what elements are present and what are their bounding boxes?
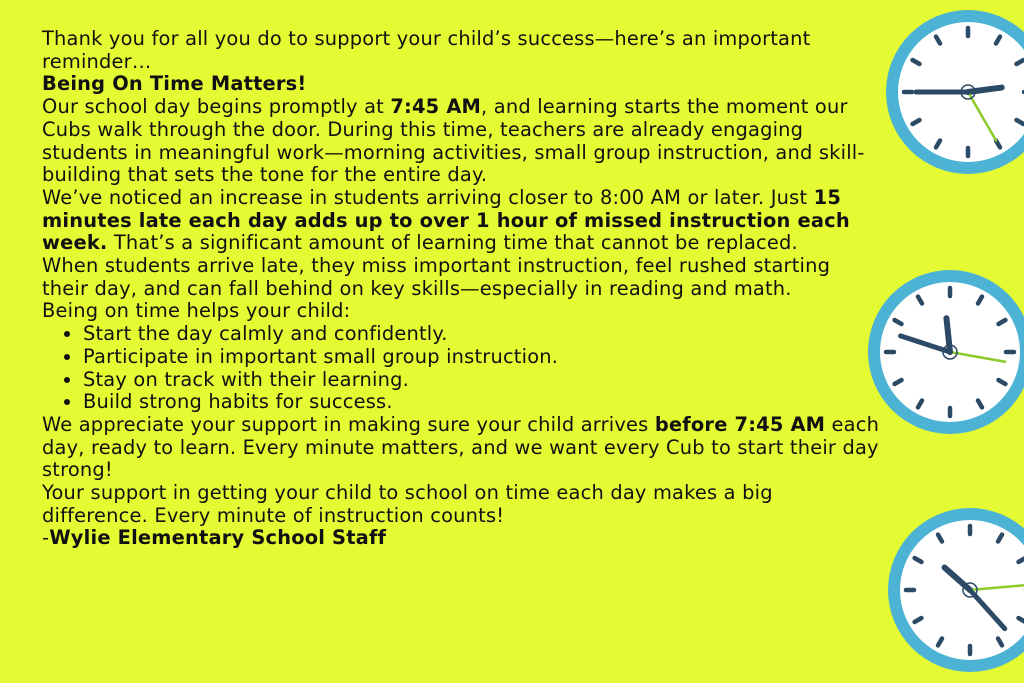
clock-center-dot <box>965 89 971 95</box>
signature-dash: - <box>42 526 50 550</box>
paragraph-start-time <box>42 96 882 187</box>
paragraph-start-time-a: Our school day begins promptly at <box>42 95 391 119</box>
list-item: • Participate in important small group instruction. <box>83 346 882 369</box>
before-time-highlight: before 7:45 AM <box>654 412 826 436</box>
start-time-highlight: 7:45 AM <box>390 95 482 119</box>
list-item: • Stay on track with their learning. <box>83 369 882 392</box>
clock-hour-hand <box>946 318 950 352</box>
paragraph-late-a: We’ve noticed an increase in students arriving closer to 8:00 AM or later. Just <box>42 185 814 209</box>
intro-text: Thank you for all you do to support your child’s success—here’s an important reminder… <box>42 27 811 73</box>
benefits-list <box>42 323 882 414</box>
letter-body <box>42 28 882 550</box>
paragraph-appreciation <box>42 414 882 482</box>
paragraph-late-arrivals <box>42 187 882 255</box>
clock-center-dot <box>947 349 953 355</box>
late-minutes-highlight: 15 minutes late each day adds up to over 1 hour of missed instruction each week. <box>42 185 850 255</box>
clock-top-icon <box>884 8 1024 176</box>
list-item: • Build strong habits for success. <box>83 391 882 414</box>
clock-bottom-icon <box>886 506 1024 674</box>
paragraph-support: Your support in getting your child to school on time each day makes a big difference. Every minute of instruction counts! <box>42 481 773 527</box>
heading <box>42 73 882 96</box>
heading-text: Being On Time Matters! <box>42 72 307 96</box>
clock-center-dot <box>967 587 973 593</box>
signature-line <box>42 527 882 550</box>
paragraph-appreciation-b: each day, ready to learn. Every minute matters, and we want every Cub to start their day strong! <box>42 412 880 482</box>
paragraph-appreciation-a: We appreciate your support in making sure your child arrives <box>42 412 655 436</box>
paragraph-late-b: That’s a significant amount of learning time that cannot be replaced. <box>107 231 798 255</box>
list-item: • Start the day calmly and confidently. <box>83 323 882 346</box>
clock-middle-icon <box>866 268 1024 436</box>
paragraph-consequences: When students arrive late, they miss important instruction, feel rushed starting their day, and can fall behind on key skills—especially in reading and math. <box>42 254 831 300</box>
signature: Wylie Elementary School Staff <box>49 526 387 550</box>
paragraph-start-time-b: , and learning starts the moment our Cubs walk through the door. During this time, teachers are already engaging students in meaningful work—morning activities, small group instruction, and skill-building that sets the tone for the entire day. <box>42 95 865 187</box>
list-intro: Being on time helps your child: <box>42 299 351 323</box>
